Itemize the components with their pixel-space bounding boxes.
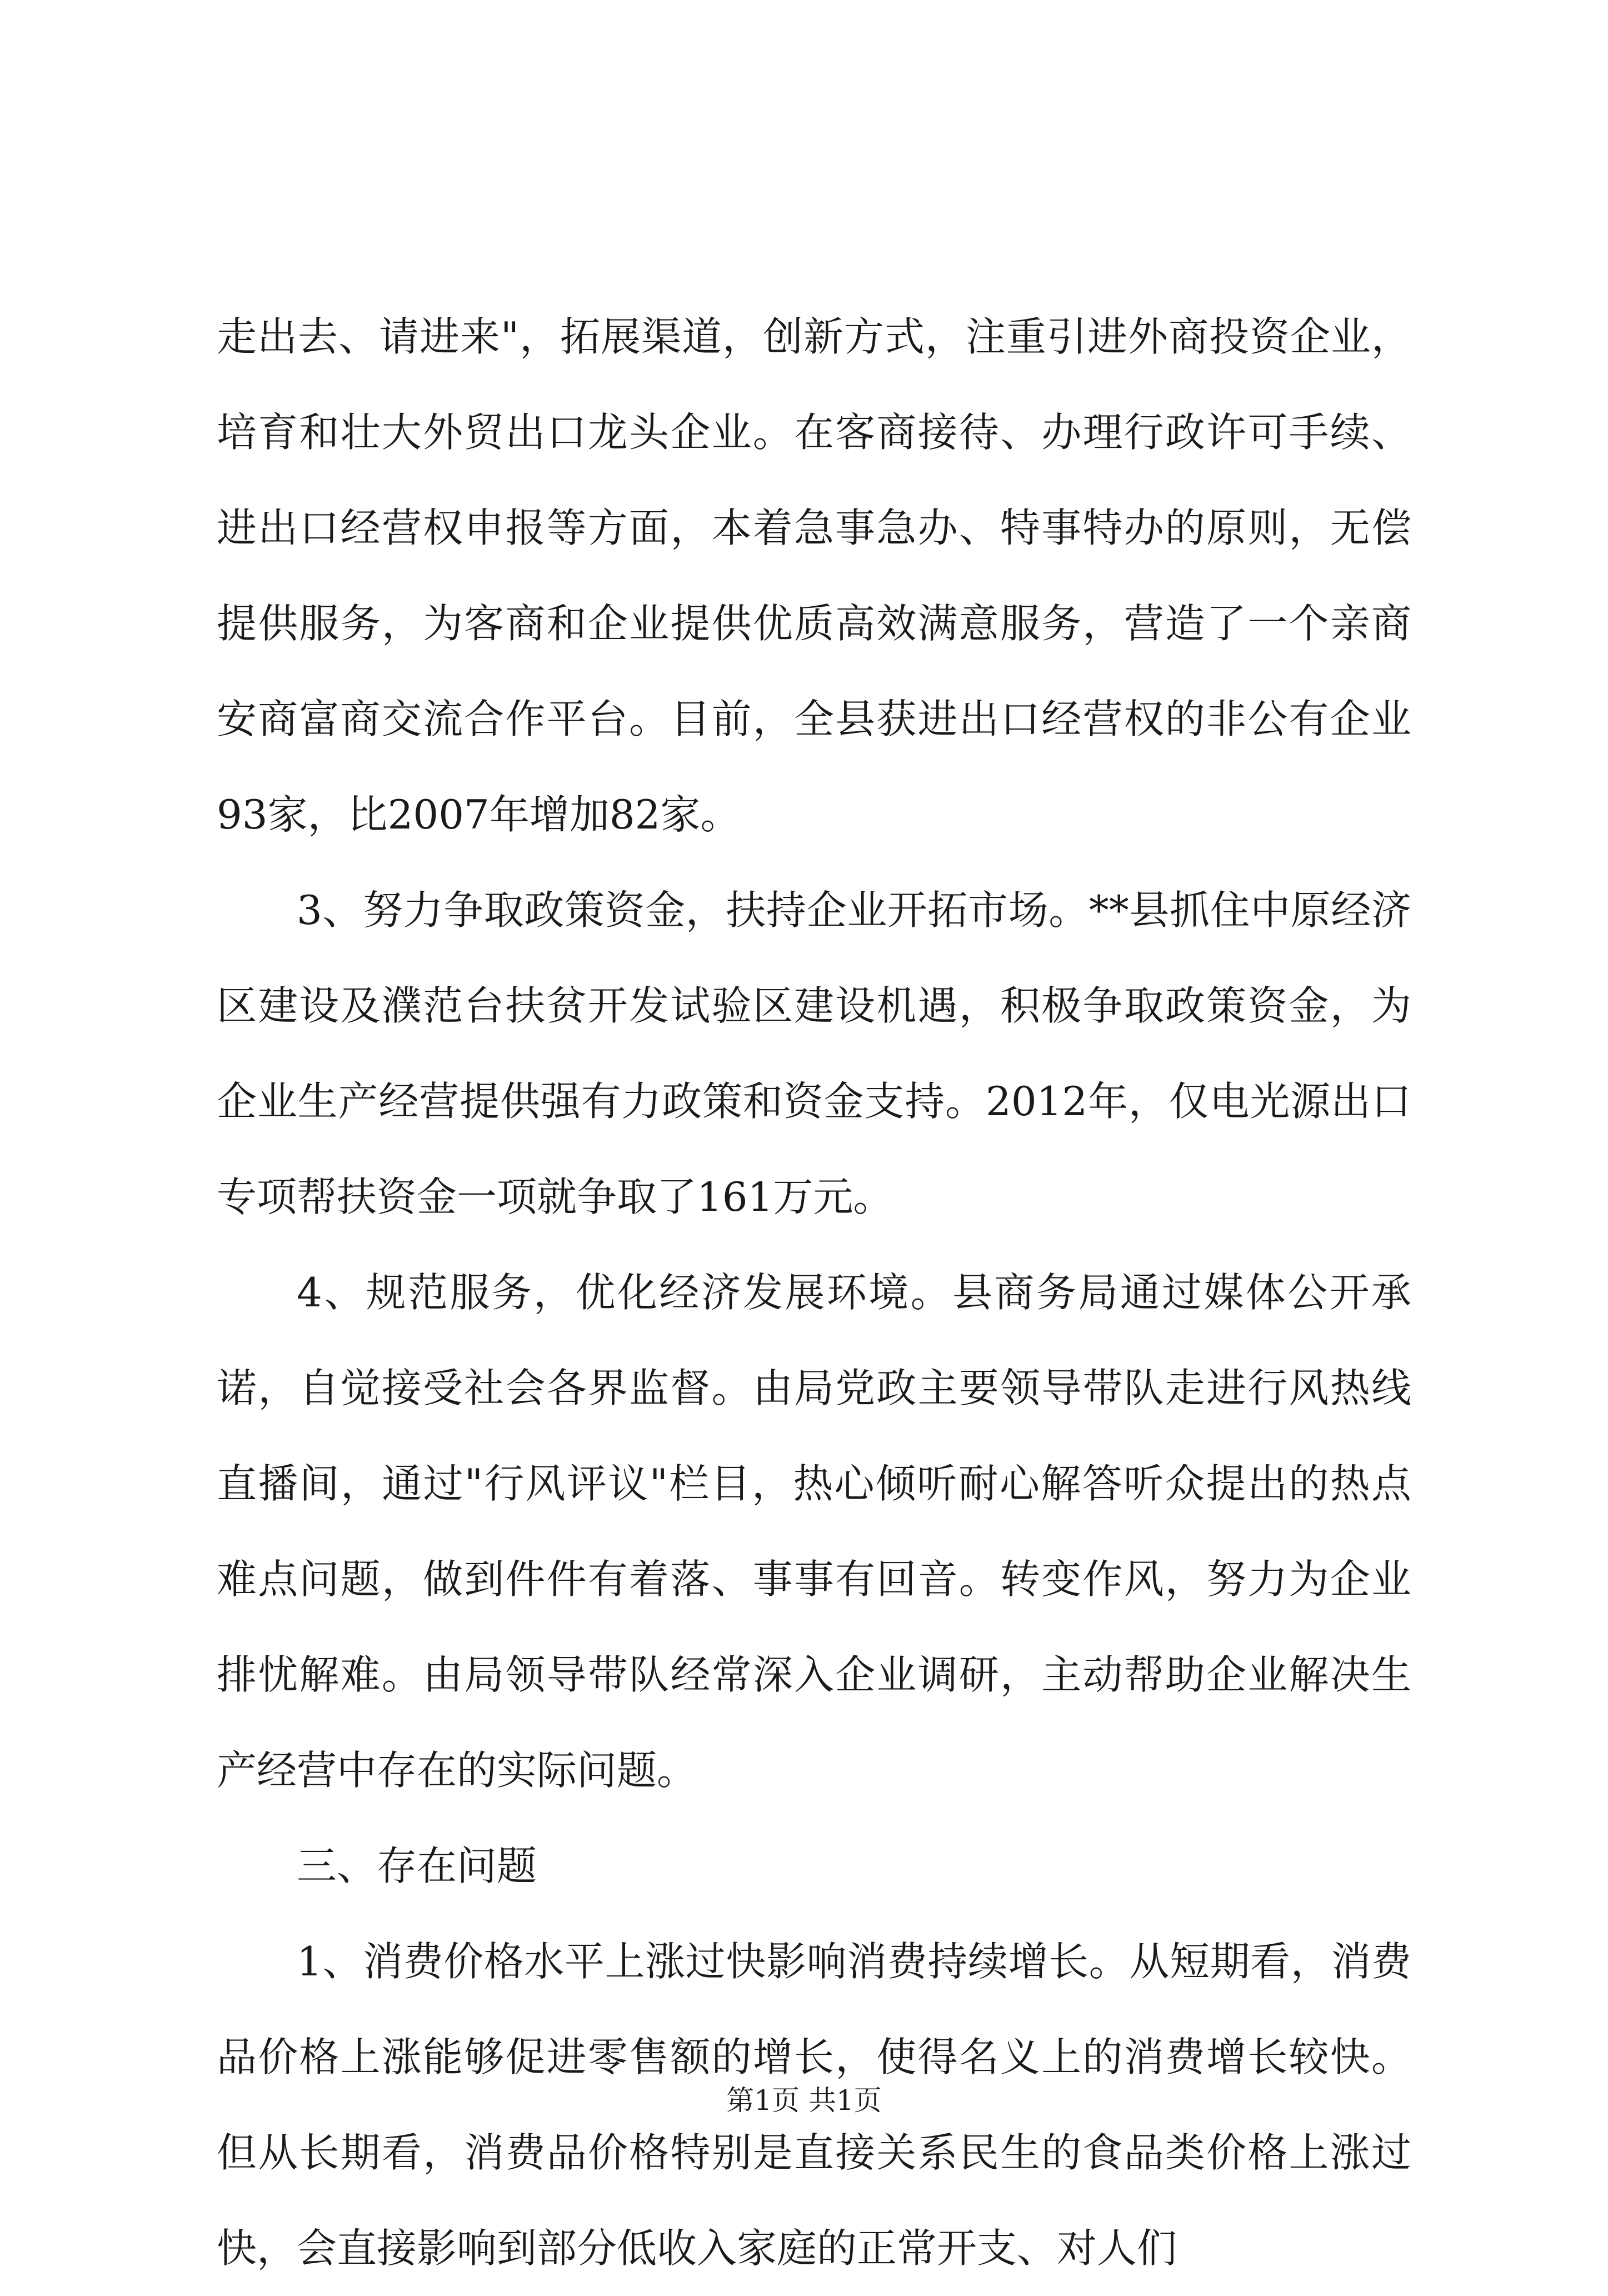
document-body bbox=[217, 289, 1411, 2296]
paragraph-policy-funds: 3、努力争取政策资金，扶持企业开拓市场。**县抓住中原经济区建设及濮范台扶贫开发试验区建设机遇，积极争取政策资金，为企业生产经营提供强有力政策和资金支持。2012年，仅电光源出口专项帮扶资金一项就争取了161万元。 bbox=[217, 887, 1411, 1220]
paragraph-consumer-prices: 1、消费价格水平上涨过快影响消费持续增长。从短期看，消费品价格上涨能够促进零售额的增长，使得名义上的消费增长较快。但从长期看，消费品价格特别是直接关系民生的食品类价格上涨过快，会直接影响到部分低收入家庭的正常开支、对人们 bbox=[217, 1938, 1411, 2272]
section-heading-problems: 三、存在问题 bbox=[297, 1843, 537, 1889]
paragraph-intro-continuation: 走出去、请进来"，拓展渠道，创新方式，注重引进外商投资企业，培育和壮大外贸出口龙头企业。在客商接待、办理行政许可手续、进出口经营权申报等方面，本着急事急办、特事特办的原则，无偿提供服务，为客商和企业提供优质高效满意服务，营造了一个亲商安商富商交流合作平台。目前，全县获进出口经营权的非公有企业93家，比2007年增加82家。 bbox=[217, 313, 1411, 838]
page-footer: 第1页 共1页 bbox=[726, 2084, 882, 2117]
paragraph-standardize-service: 4、规范服务，优化经济发展环境。县商务局通过媒体公开承诺，自觉接受社会各界监督。由局党政主要领导带队走进行风热线直播间，通过"行风评议"栏目，热心倾听耐心解答听众提出的热点难点问题，做到件件有着落、事事有回音。转变作风，努力为企业排忧解难。由局领导带队经常深入企业调研，主动帮助企业解决生产经营中存在的实际问题。 bbox=[217, 1269, 1411, 1794]
